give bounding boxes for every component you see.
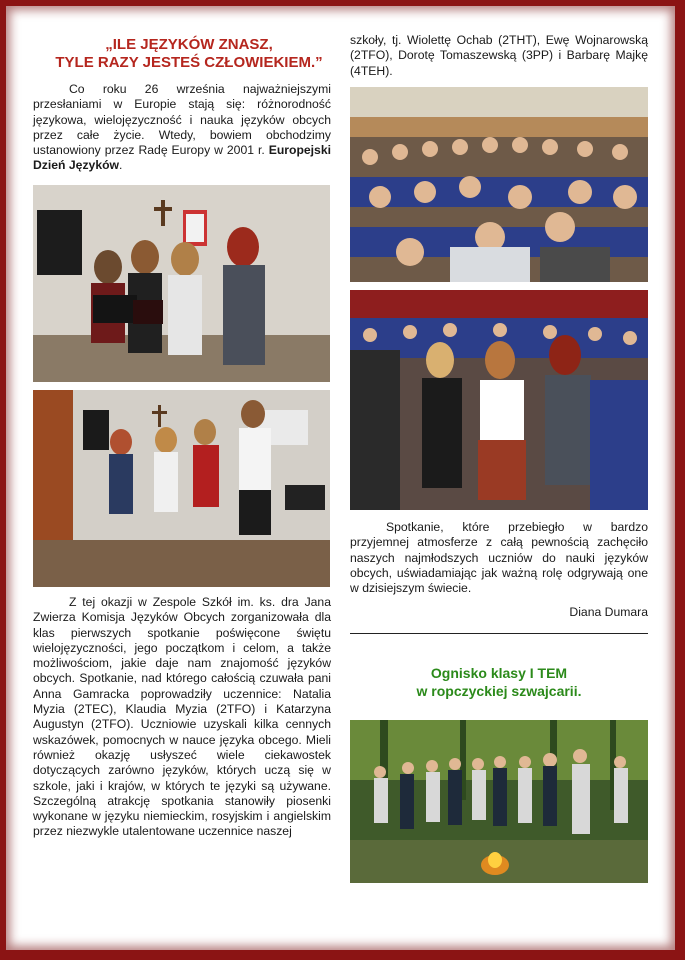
second-title-line-1: Ognisko klasy I TEM [430,665,568,681]
body-paragraph [33,595,331,840]
intro-end: . [119,158,123,173]
second-title-line-2: w ropczyckiej szwajcarii. [416,683,582,699]
author-signature: Diana Dumara [569,605,648,619]
photo-audience-1 [350,87,648,282]
body-text: Z tej okazji w Zespole Szkół im. ks. dra Jana Zwierza Komisja Języków Obcych zorganizowała dla klas pierwszych spotkanie poświęcone świętu wielojęzyczności, jego początkom i celom, a także możliwościom, jakie daje nam znajomość języków obcych. Spotkanie, nad którego całością czuwała pani Anna Gamracka poprowadziły uczennice: Natalia Myzia (2TEC), Klaudia Myzia (2TFO) i Katarzyna Augustyn (2TFO). Uczniowie uzyskali kilka cennych wskazówek, pomocnych w nauce języka obcego. Mieli również okazję usłyszeć wiele ciekawostek dotyczących zarówno języków, których uczą się w szkole, jaki i krajów, w których te języki są używane. Szczególną atrakcję spotkania stanowiły piosenki wykonane w języku niemieckim, rosyjskim i angielskim przez niezwykle utalentowane uczennice naszej [33,595,331,839]
section-divider [350,633,648,634]
article-title-line-1: „ILE JĘZYKÓW ZNASZ, [105,36,273,53]
article-title [39,36,339,72]
intro-text: Co roku 26 września najważniejszymi przesłaniami w Europie stają się: różnorodność językowa, wielojęzyczność i nauka języków obcych przez całe życie. Wtedy, bowiem obchodzimy ustanowiony przez Radę Europy w 2001 r. [33,82,331,158]
continued-paragraph [350,33,648,79]
photo-campfire [350,720,648,883]
second-article-title [350,664,648,700]
article-title-line-2: TYLE RAZY JESTEŚ CZŁOWIEKIEM.” [55,54,323,71]
intro-bold-text: Europejski Dzień Języków [33,143,331,173]
continued-text: szkoły, tj. Wiolettę Ochab (2THT), Ewę Wojnarowską (2TFO), Dorotę Tomaszewską (3PP) i Barbarę Majkę (4TEH). [350,33,648,78]
photo-audience-2 [350,290,648,510]
photo-singers-1 [33,185,330,382]
intro-paragraph [33,82,331,174]
closing-text: Spotkanie, które przebiegło w bardzo przyjemnej atmosferze z całą pewnością zachęciło naszych najmłodszych uczniów do nauki języków obcych, uświadamiając jak ważną rolę odgrywają one w dzisiejszym świecie. [350,520,648,596]
closing-paragraph [350,520,648,596]
photo-singers-2 [33,390,330,587]
